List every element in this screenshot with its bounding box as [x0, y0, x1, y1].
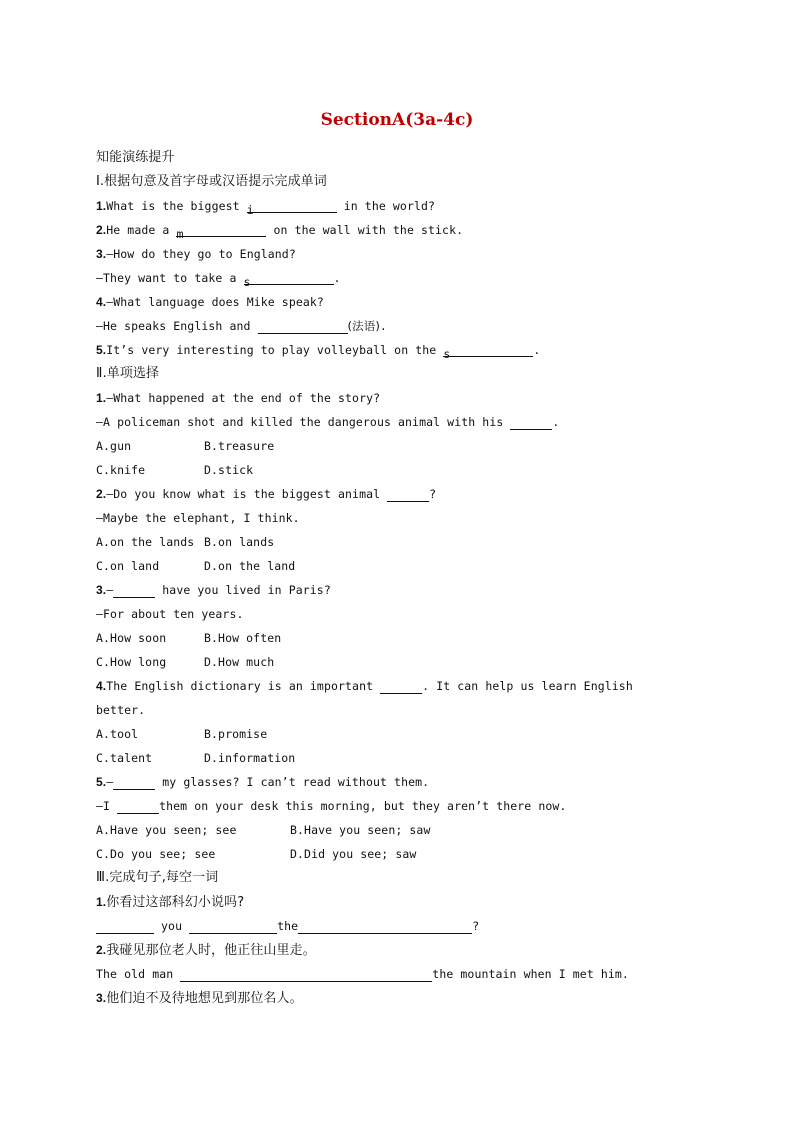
s2-q4-line2: better. — [96, 703, 146, 717]
s2-q3-options-ab — [96, 626, 716, 650]
section1-title: Ⅰ.根据句意及首字母或汉语提示完成单词 — [96, 174, 327, 189]
answer-blank[interactable]: s — [244, 270, 334, 285]
option-a[interactable]: A.Have you seen; see — [96, 823, 237, 837]
answer-blank[interactable]: s — [443, 342, 533, 357]
question-number: 2. — [96, 943, 107, 957]
option-c[interactable]: C.How long — [96, 655, 167, 669]
question-number: 3. — [96, 583, 107, 597]
option-b[interactable]: B.on lands — [204, 535, 275, 549]
question-number: 5. — [96, 775, 107, 789]
option-c[interactable]: C.talent — [96, 751, 153, 765]
answer-blank[interactable] — [510, 415, 552, 430]
s2-q1-line1: 1.—What happened at the end of the story? — [96, 391, 381, 405]
option-d[interactable]: D.on the land — [204, 559, 296, 573]
s3-q1-prompt: 1.你看过这部科幻小说吗? — [96, 895, 245, 910]
s2-q3-line1: 3.— have you lived in Paris? — [96, 583, 331, 597]
section3-title: Ⅲ.完成句子,每空一词 — [96, 870, 219, 885]
option-b[interactable]: B.treasure — [204, 439, 275, 453]
answer-blank[interactable] — [298, 919, 472, 934]
s1-q2: 2.He made a m on the wall with the stick. — [96, 223, 464, 241]
s1-q3-line2: —They want to take a s . — [96, 271, 341, 289]
question-number: 3. — [96, 991, 107, 1005]
answer-blank[interactable] — [189, 919, 277, 934]
question-number: 1. — [96, 199, 107, 213]
question-number: 3. — [96, 247, 107, 261]
section2-title: Ⅱ.单项选择 — [96, 366, 160, 381]
answer-blank[interactable] — [180, 967, 432, 982]
option-d[interactable]: D.stick — [204, 463, 254, 477]
option-a[interactable]: A.on the lands — [96, 535, 195, 549]
s1-q4-line2: —He speaks English and (法语). — [96, 319, 387, 333]
s2-q4-options-cd — [96, 746, 716, 770]
option-c[interactable]: C.Do you see; see — [96, 847, 216, 861]
option-d[interactable]: D.Did you see; saw — [290, 847, 417, 861]
s2-q5-line2: —I them on your desk this morning, but they aren’t there now. — [96, 799, 567, 813]
option-c[interactable]: C.knife — [96, 463, 146, 477]
option-d[interactable]: D.information — [204, 751, 296, 765]
option-a[interactable]: A.tool — [96, 727, 139, 741]
s1-q5: 5.It’s very interesting to play volleyball on the s . — [96, 343, 541, 361]
s1-q4-line1: 4.—What language does Mike speak? — [96, 295, 324, 309]
s2-q4-line1: 4.The English dictionary is an important . It can help us learn English — [96, 679, 633, 693]
option-b[interactable]: B.How often — [204, 631, 282, 645]
s2-q1-options-ab — [96, 434, 716, 458]
option-c[interactable]: C.on land — [96, 559, 160, 573]
s2-q5-options-cd — [96, 842, 716, 866]
option-a[interactable]: A.gun — [96, 439, 132, 453]
s2-q1-line2: —A policeman shot and killed the dangerous animal with his . — [96, 415, 560, 429]
s2-q3-line2: —For about ten years. — [96, 607, 244, 621]
answer-blank[interactable] — [380, 679, 422, 694]
question-number: 4. — [96, 679, 107, 693]
option-a[interactable]: A.How soon — [96, 631, 167, 645]
worksheet — [96, 146, 716, 1010]
answer-blank[interactable]: m — [176, 222, 266, 237]
answer-blank[interactable] — [113, 583, 155, 598]
answer-blank[interactable] — [113, 775, 155, 790]
s3-q3-prompt: 3.他们迫不及待地想见到那位名人。 — [96, 991, 303, 1006]
question-number: 4. — [96, 295, 107, 309]
question-number: 5. — [96, 343, 107, 357]
heading: 知能演练提升 — [96, 150, 175, 165]
s1-q1: 1.What is the biggest i in the world? — [96, 199, 436, 217]
option-b[interactable]: B.Have you seen; saw — [290, 823, 431, 837]
answer-blank[interactable] — [387, 487, 429, 502]
s2-q5-options-ab — [96, 818, 716, 842]
s2-q3-options-cd — [96, 650, 716, 674]
s1-q3-line1: 3.—How do they go to England? — [96, 247, 296, 261]
answer-blank[interactable] — [117, 799, 159, 814]
option-b[interactable]: B.promise — [204, 727, 268, 741]
s2-q2-line2: —Maybe the elephant, I think. — [96, 511, 300, 525]
question-number: 2. — [96, 223, 107, 237]
s3-q2-answer: The old man the mountain when I met him. — [96, 967, 629, 981]
question-number: 1. — [96, 895, 107, 909]
s3-q1-answer: you the ? — [96, 914, 716, 938]
s2-q5-line1: 5.— my glasses? I can’t read without them. — [96, 775, 430, 789]
question-number: 1. — [96, 391, 107, 405]
page-title: SectionA(3a-4c) — [320, 110, 474, 130]
answer-blank[interactable] — [96, 919, 154, 934]
answer-blank[interactable]: i — [247, 198, 337, 213]
s2-q1-options-cd — [96, 458, 716, 482]
s2-q2-options-cd — [96, 554, 716, 578]
s2-q4-options-ab — [96, 722, 716, 746]
answer-blank[interactable] — [258, 319, 348, 334]
option-d[interactable]: D.How much — [204, 655, 275, 669]
question-number: 2. — [96, 487, 107, 501]
s3-q2-prompt: 2.我碰见那位老人时，他正往山里走。 — [96, 943, 316, 958]
s2-q2-options-ab — [96, 530, 716, 554]
s2-q2-line1: 2.—Do you know what is the biggest animal ? — [96, 487, 437, 501]
